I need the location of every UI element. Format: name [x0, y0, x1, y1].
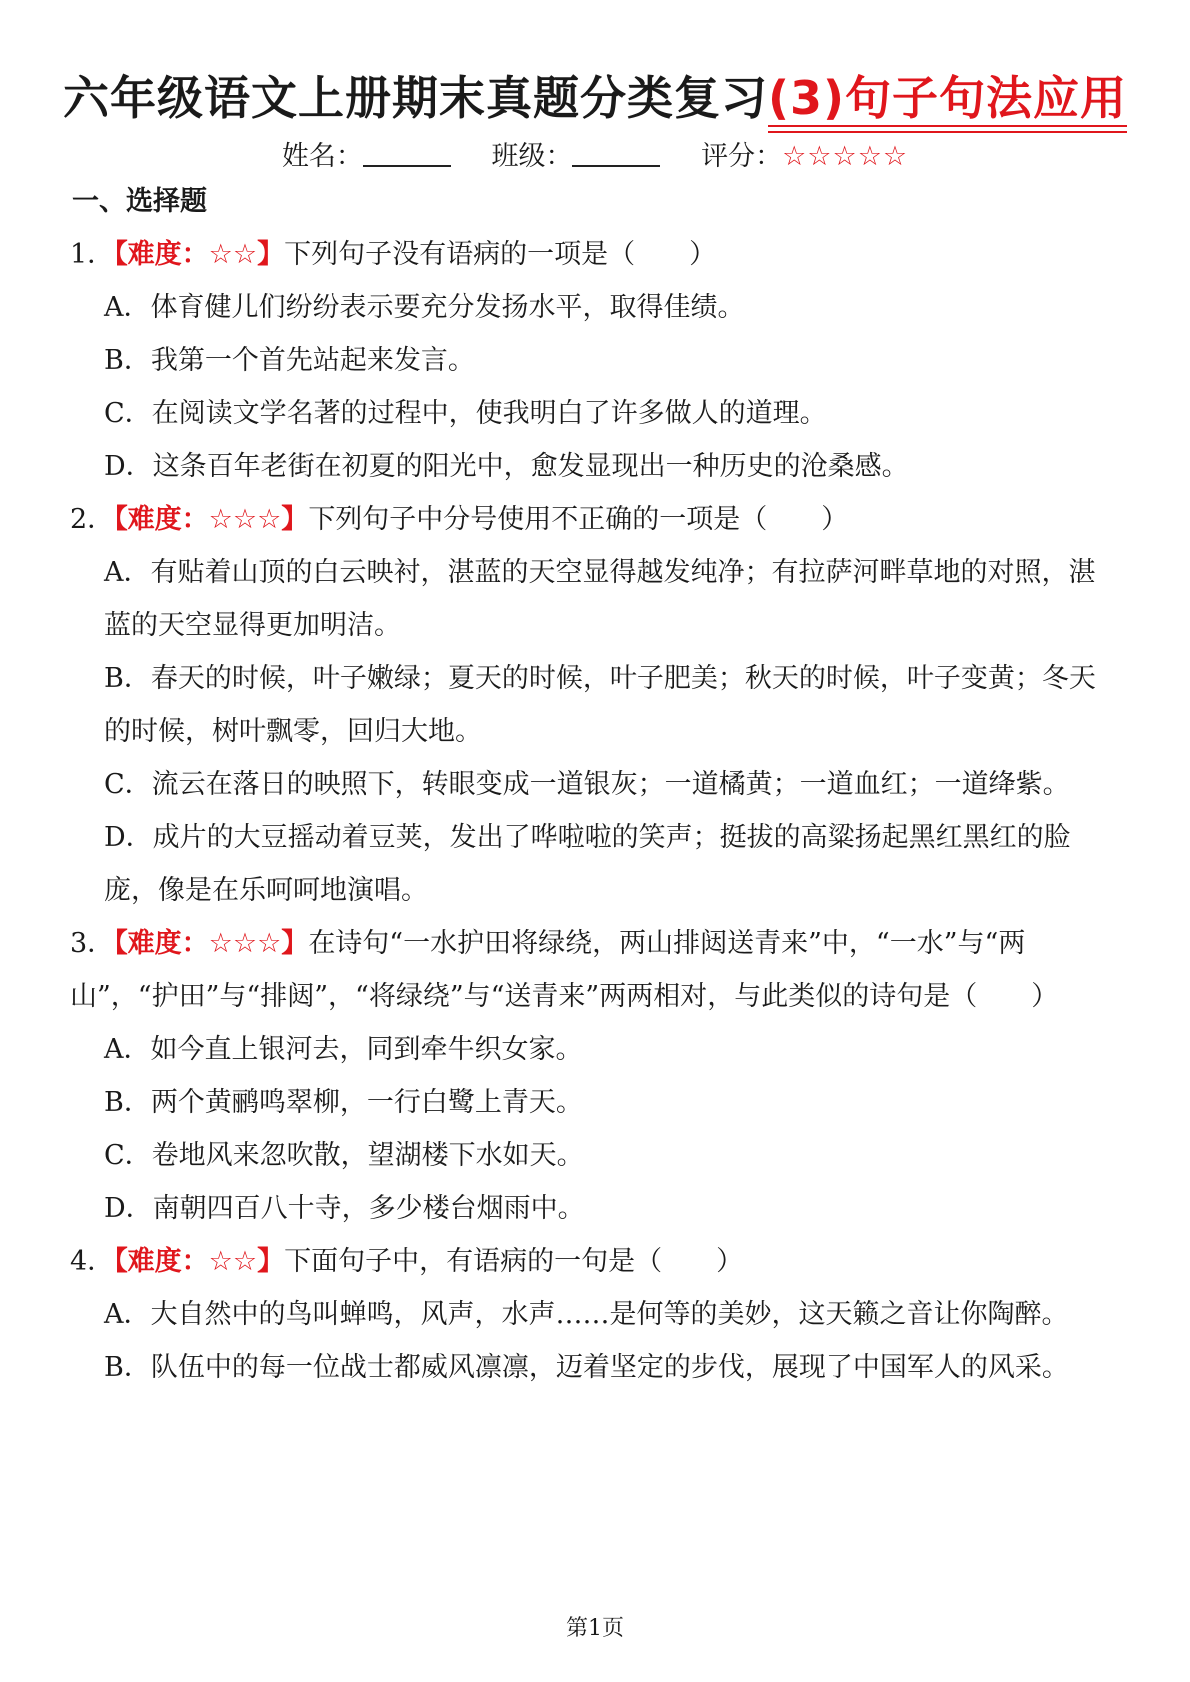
option-b[interactable]: B．我第一个首先站起来发言。	[104, 345, 475, 376]
class-field	[491, 137, 660, 177]
page-title	[0, 68, 1190, 128]
question-number: 2．	[70, 504, 115, 535]
question-3	[70, 917, 1120, 1235]
title-highlight: (3)句子句法应用	[768, 68, 1127, 128]
option-b[interactable]: B．队伍中的每一位战士都威风凛凛，迈着坚定的步伐，展现了中国军人的风采。	[104, 1352, 1069, 1383]
score-stars: ☆☆☆☆☆	[782, 141, 909, 172]
option-d[interactable]: D．这条百年老街在初夏的阳光中，愈发显现出一种历史的沧桑感。	[104, 451, 909, 482]
question-text: 在诗句“一水护田将绿绕，两山排闼送青来”中，“一水”与“两山”，“护田”与“排闼”，“将绿绕”与“送青来”两两相对，与此类似的诗句是（ ）	[70, 928, 1059, 1012]
question-1	[70, 228, 1120, 493]
class-blank[interactable]	[572, 139, 660, 167]
option-a[interactable]: A．大自然中的鸟叫蝉鸣，风声，水声……是何等的美妙，这天籁之音让你陶醉。	[104, 1299, 1069, 1330]
question-text: 下列句子中分号使用不正确的一项是（ ）	[308, 504, 849, 535]
option-d[interactable]: D．成片的大豆摇动着豆荚，发出了哗啦啦的笑声；挺拔的高粱扬起黑红黑红的脸庞，像是在乐呵呵地演唱。	[104, 822, 1071, 906]
class-label: 班级：	[491, 141, 573, 172]
option-c[interactable]: C．卷地风来忽吹散，望湖楼下水如天。	[104, 1140, 584, 1171]
option-d[interactable]: D．南朝四百八十寺，多少楼台烟雨中。	[104, 1193, 585, 1224]
student-info-row	[0, 137, 1190, 177]
difficulty-tag: 【难度：☆☆☆】	[114, 928, 309, 959]
option-c[interactable]: C．在阅读文学名著的过程中，使我明白了许多做人的道理。	[104, 398, 827, 429]
title-main: 六年级语文上册期末真题分类复习	[62, 71, 768, 125]
option-a[interactable]: A．有贴着山顶的白云映衬，湛蓝的天空显得越发纯净；有拉萨河畔草地的对照，湛蓝的天空显得更加明洁。	[104, 557, 1096, 641]
difficulty-tag: 【难度：☆☆】	[114, 239, 285, 270]
question-number: 4．	[70, 1246, 115, 1277]
score-label: 评分：	[701, 141, 783, 172]
option-a[interactable]: A．如今直上银河去，同到牵牛织女家。	[104, 1034, 583, 1065]
question-text: 下列句子没有语病的一项是（ ）	[284, 239, 717, 270]
difficulty-tag: 【难度：☆☆☆】	[114, 504, 309, 535]
option-b[interactable]: B．两个黄鹂鸣翠柳，一行白鹭上青天。	[104, 1087, 583, 1118]
option-b[interactable]: B．春天的时候，叶子嫩绿；夏天的时候，叶子肥美；秋天的时候，叶子变黄；冬天的时候，树叶飘零，回归大地。	[104, 663, 1096, 747]
question-number: 3．	[70, 928, 115, 959]
option-c[interactable]: C．流云在落日的映照下，转眼变成一道银灰；一道橘黄；一道血红；一道绛紫。	[104, 769, 1070, 800]
question-stem	[70, 493, 1120, 546]
option-a[interactable]: A．体育健儿们纷纷表示要充分发扬水平，取得佳绩。	[104, 292, 745, 323]
question-list	[70, 228, 1120, 1394]
name-field	[282, 137, 451, 177]
name-blank[interactable]	[363, 139, 451, 167]
page-number: 第1页	[566, 1616, 624, 1641]
difficulty-tag: 【难度：☆☆】	[114, 1246, 285, 1277]
score-field	[701, 137, 908, 177]
question-stem	[70, 1235, 1120, 1288]
question-4	[70, 1235, 1120, 1394]
question-2	[70, 493, 1120, 917]
question-stem	[70, 917, 1120, 1023]
question-stem	[70, 228, 1120, 281]
question-number: 1．	[70, 239, 115, 270]
name-label: 姓名：	[281, 141, 363, 172]
question-text: 下面句子中，有语病的一句是（ ）	[284, 1246, 744, 1277]
section-title: 一、选择题	[72, 186, 207, 217]
